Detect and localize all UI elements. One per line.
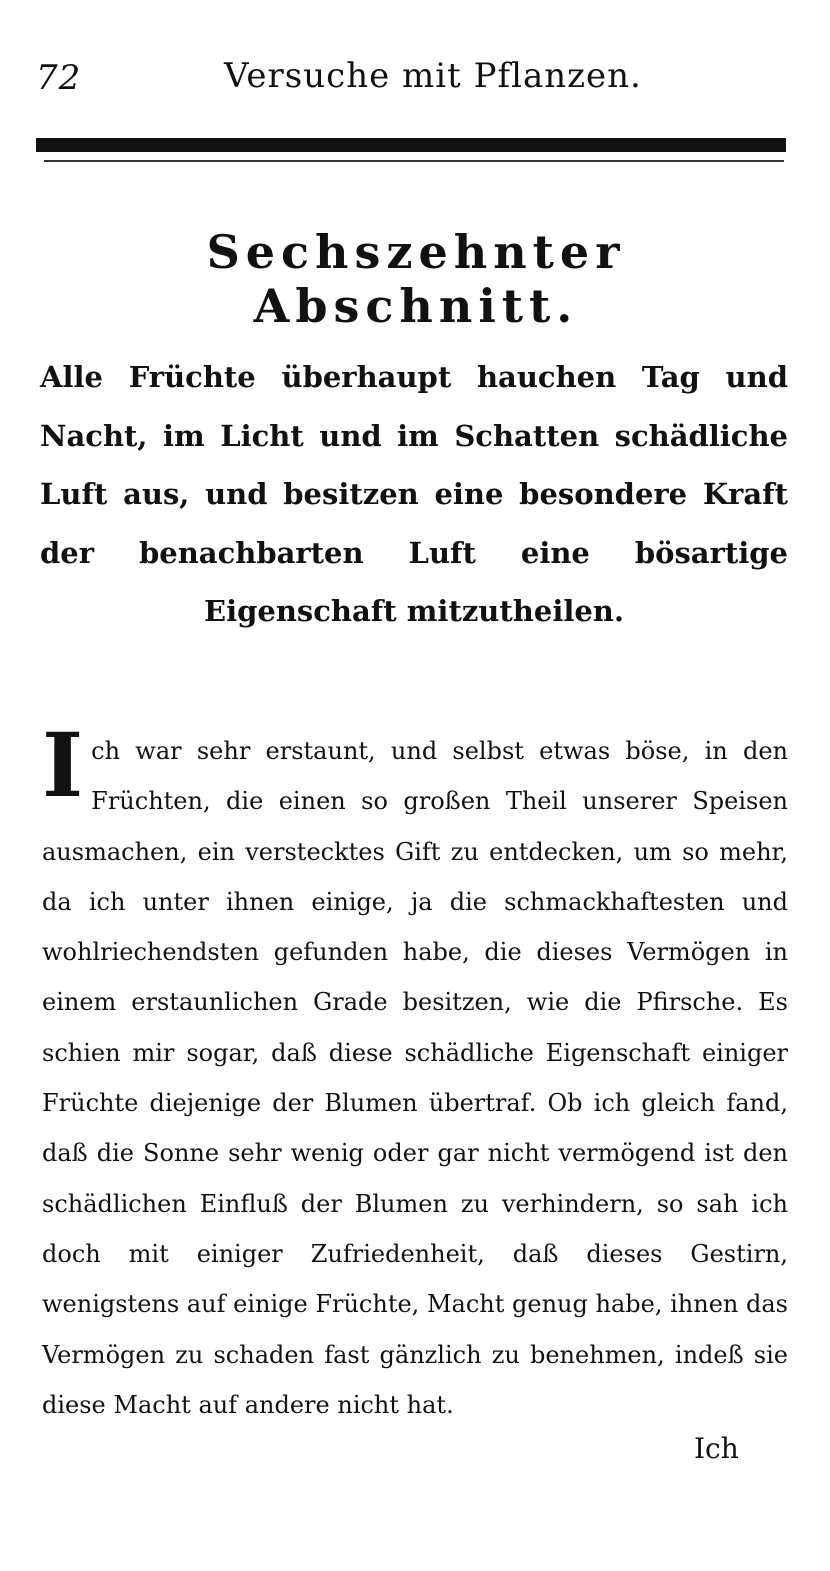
header-rule-thick xyxy=(36,138,786,152)
chapter-title: Sechszehnter Abschnitt. xyxy=(206,225,626,333)
catchword: Ich xyxy=(694,1432,739,1465)
header-rule-thin xyxy=(44,160,784,162)
page-number: 72 xyxy=(36,58,82,98)
drop-cap: I xyxy=(42,713,84,817)
body-paragraph xyxy=(42,713,788,1430)
chapter-summary: Alle Früchte überhaupt hauchen Tag und Nacht, im Licht und im Schatten schädliche Luft aus, und besitzen eine besondere Kraft der benachbarten Luft eine bösartige Eigenschaft mitzutheilen. xyxy=(40,360,788,628)
running-title: Versuche mit Pflanzen. xyxy=(224,56,642,96)
running-head xyxy=(36,52,786,102)
body-text: ch war sehr erstaunt, und selbst etwas böse, in den Früchten, die einen so großen Theil unserer Speisen ausmachen, ein verstecktes Gift zu entdecken, um so mehr, da ich unter ihnen einige, ja die schmackhaftesten und wohlriechendsten gefunden habe, die dieses Vermögen in einem erstaunlichen Grade besitzen, wie die Pfirsche. Es schien mir sogar, daß diese schädliche Eigenschaft einiger Früchte diejenige der Blumen übertraf. Ob ich gleich fand, daß die Sonne sehr wenig oder gar nicht vermögend ist den schädlichen Einfluß der Blumen zu verhindern, so sah ich doch mit einiger Zufriedenheit, daß dieses Gestirn, wenigstens auf einige Früchte, Macht genug habe, ihnen das Vermögen zu schaden fast gänzlich zu benehmen, indeß sie diese Macht auf andere nicht hat. xyxy=(42,737,788,1419)
